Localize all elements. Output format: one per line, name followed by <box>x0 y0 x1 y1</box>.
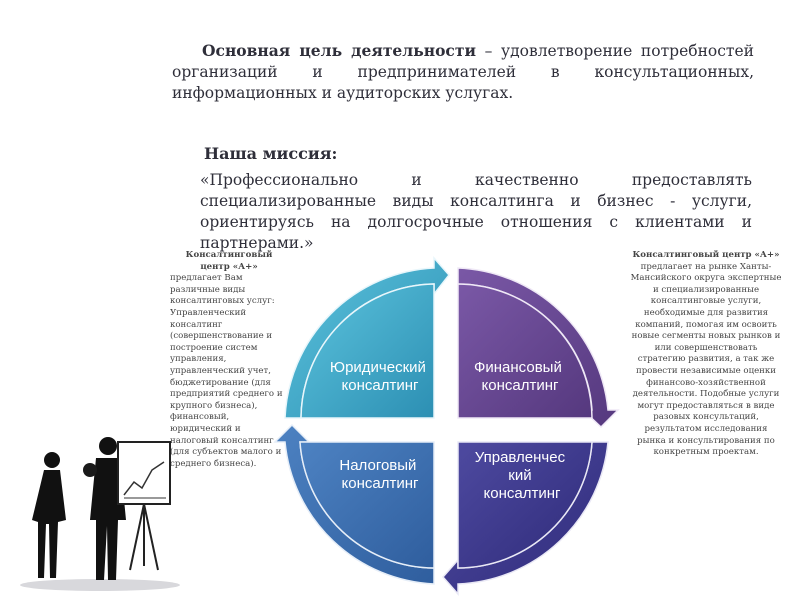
quadrant-legal-label: Юридический консалтинг <box>329 359 426 394</box>
quadrant-finance-body <box>458 284 592 418</box>
left-description-text: предлагает Вам различные виды консалтинговых услуг: Управленческий консалтинг (совершенствование и построение систем управления, управленческий учет, бюджетирование (для предприятий среднего и крупного бизнеса), финансовый, юридический и налоговый консалтинг (для субъектов малого и среднего бизнеса). <box>170 273 283 469</box>
right-description-text: предлагает на рынке Ханты-Мансийского округа экспертные и специализированные консалтинговые услуги, необходимые для развития компаний, помогая им освоить новые сегменты новых рынков и или совершенствовать стратегию развития, а так же провести независимые оценки финансово-хозяйственной деятельности. Подобные услуги могут предоставляться в виде разовых консультаций, результатом исследования рынка и консультирования по конкретным проектам. <box>630 261 782 458</box>
quadrant-finance-label: Финансовый консалтинг <box>473 359 562 394</box>
right-description-heading: Консалтинговый центр «А+» <box>632 250 780 260</box>
quadrant-tax-label: Налоговый консалтинг <box>339 457 419 492</box>
left-description-heading: Консалтинговый центр «А+» <box>185 250 273 272</box>
quadrant-management-label: Управленчес кий консалтинг <box>474 449 566 502</box>
mission-title: Наша миссия: <box>204 144 338 163</box>
goal-text: – удовлетворение потребностей организаций и предпринимателей в консультационных, информационных и аудиторских услугах. <box>172 42 754 102</box>
goal-lead: Основная цель деятельности <box>202 41 476 60</box>
business-people-with-flipchart-icon <box>20 437 180 591</box>
mission-text: «Профессионально и качественно предоставлять специализированные виды консалтинга и бизнес - услуги, ориентируясь на долгосрочные отношения с клиентами и партнерами.» <box>200 171 752 252</box>
quadrant-legal-body <box>301 284 434 418</box>
